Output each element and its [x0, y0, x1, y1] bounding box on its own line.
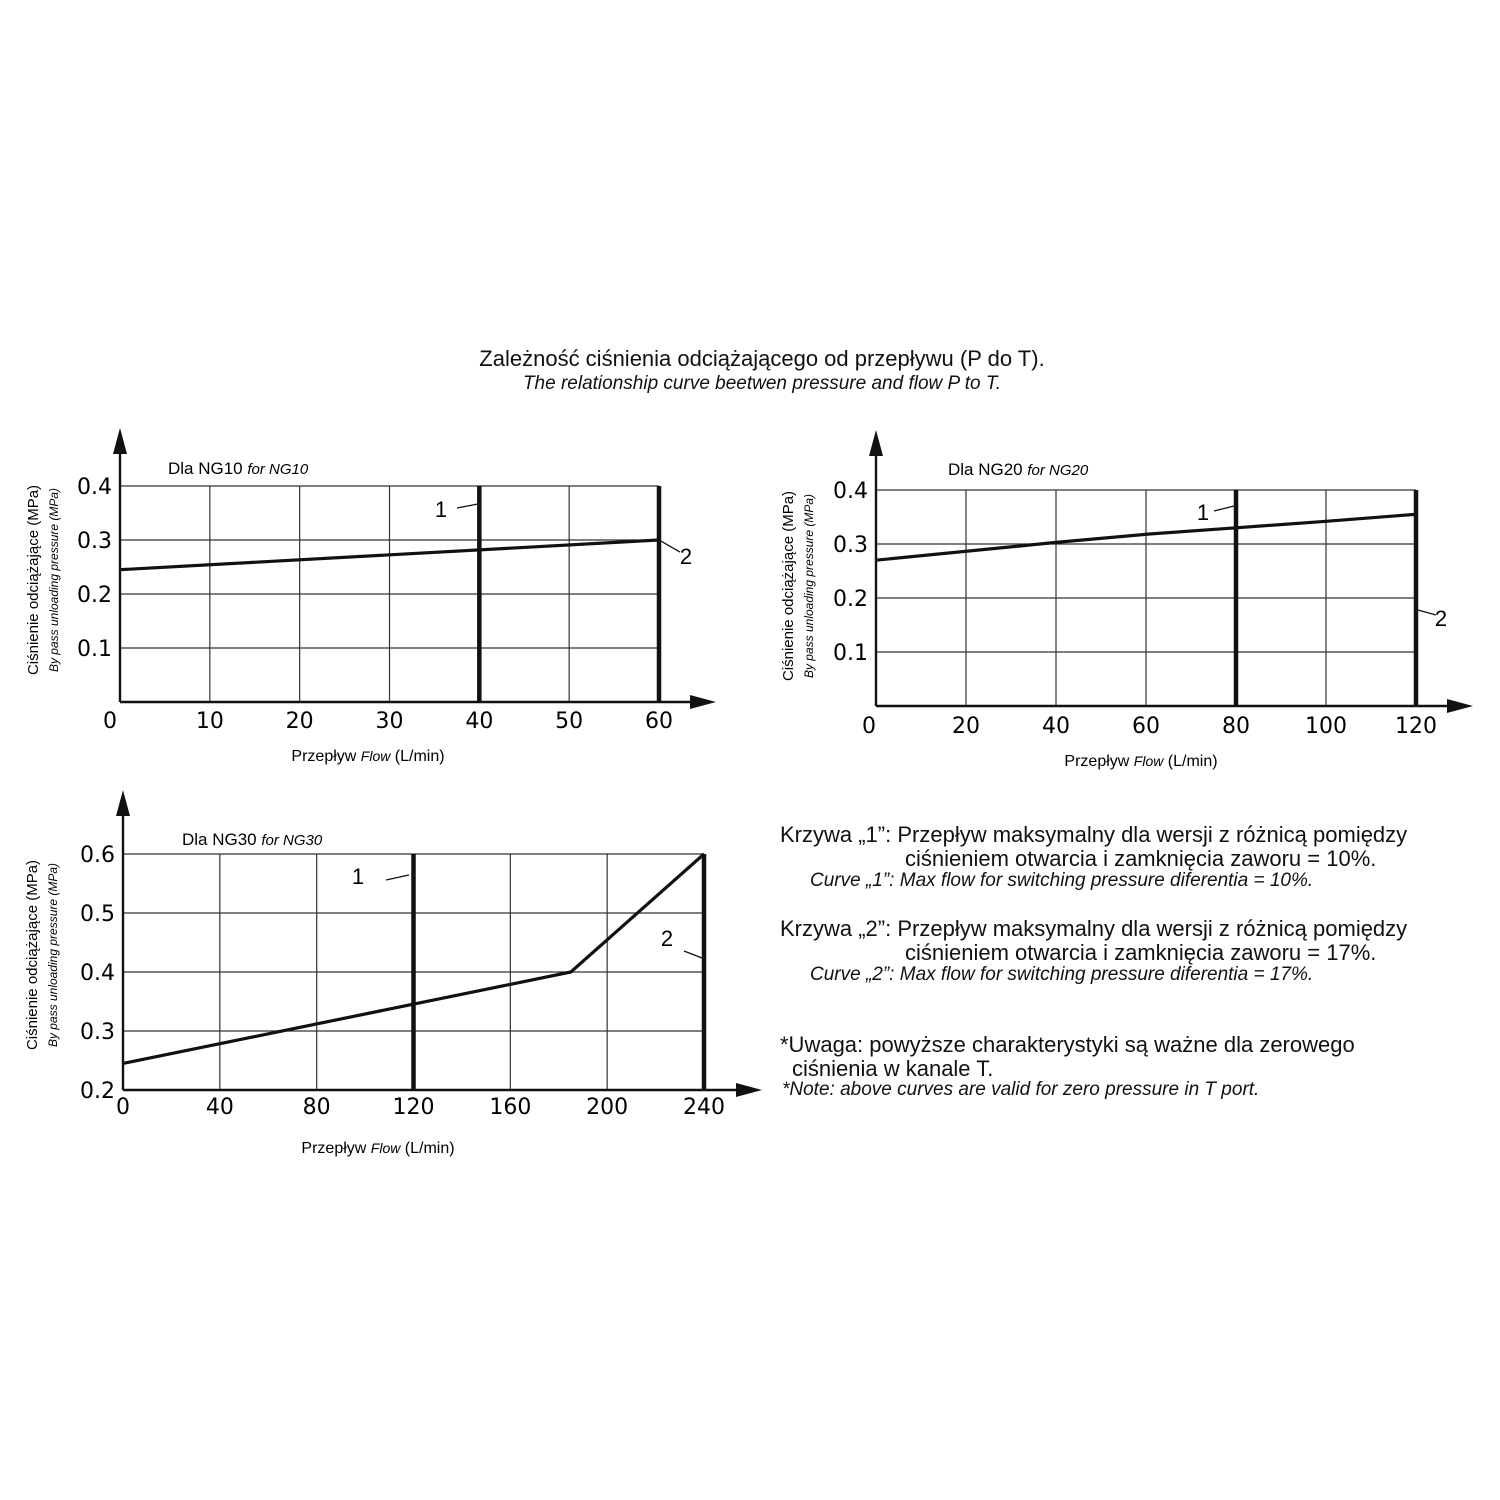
x-tick-label: 100 [1305, 714, 1347, 739]
y-axis-label-en: By pass unloading pressure (MPa) [46, 862, 60, 1048]
x-axis-label-pl: Przepływ [1064, 753, 1134, 770]
x-tick-label: 0 [103, 709, 117, 734]
x-tick-label: 20 [952, 714, 980, 739]
x-tick-label: 10 [195, 709, 224, 734]
y-tick-label: 0.4 [833, 479, 868, 504]
x-axis-label [301, 1140, 454, 1157]
x-tick-label: 40 [465, 709, 494, 734]
note-curve1-en: Curve „1”: Max flow for switching pressure diferentia = 10%. [810, 870, 1314, 891]
x-tick-label: 240 [683, 1095, 725, 1120]
limit-line-label: 1 [434, 497, 448, 522]
y-axis-label-en: By pass unloading pressure (MPa) [802, 493, 816, 679]
y-tick-label: 0.2 [80, 1079, 115, 1104]
x-tick-label: 0 [862, 714, 876, 739]
note-warning-pl-line2: ciśnienia w kanale T. [792, 1056, 994, 1081]
x-tick-label: 120 [1395, 714, 1437, 739]
y-tick-label: 0.2 [77, 583, 112, 608]
x-tick-label: 80 [302, 1095, 331, 1120]
x-axis-label-pl: Przepływ [301, 1140, 371, 1157]
limit-line-label: 2 [1434, 606, 1448, 631]
x-tick-label: 80 [1222, 714, 1250, 739]
y-tick-label: 0.1 [833, 641, 868, 666]
page-title: Zależność ciśnienia odciążającego od przepływu (P do T). [479, 346, 1045, 371]
note-warning-pl-line1: *Uwaga: powyższe charakterystyki są ważne dla zerowego [780, 1032, 1355, 1057]
x-tick-label: 120 [392, 1095, 435, 1120]
x-axis-label-unit: (L/min) [400, 1140, 455, 1157]
y-tick-label: 0.4 [77, 475, 112, 500]
y-tick-label: 0.3 [77, 529, 112, 554]
note-curve1-pl-line2: ciśnieniem otwarcia i zamknięcia zaworu = 10%. [905, 846, 1377, 871]
note-curve1-pl-line1: Krzywa „1”: Przepływ maksymalny dla wersji z różnicą pomiędzy [780, 822, 1408, 847]
y-axis-label-en: By pass unloading pressure (MPa) [47, 487, 61, 673]
x-axis-label-unit: (L/min) [390, 748, 445, 765]
x-tick-label: 20 [285, 709, 314, 734]
x-tick-label: 50 [555, 709, 584, 734]
y-tick-label: 0.3 [80, 1020, 115, 1045]
y-axis-label: Ciśnienie odciążające (MPa) [780, 490, 797, 682]
y-tick-label: 0.2 [833, 587, 868, 612]
x-tick-label: 200 [586, 1095, 629, 1120]
chart-title [182, 830, 323, 849]
y-tick-label: 0.1 [77, 637, 112, 662]
x-tick-label: 40 [1042, 714, 1070, 739]
y-axis-label: Ciśnienie odciążające (MPa) [25, 484, 42, 676]
page-subtitle: The relationship curve beetwen pressure and flow P to T. [522, 373, 1002, 394]
x-axis-arrow [736, 1083, 762, 1097]
x-tick-label: 60 [1132, 714, 1160, 739]
y-axis-arrow [116, 790, 130, 816]
x-tick-label: 60 [645, 709, 673, 734]
chart-title-pl: Dla NG20 [948, 460, 1028, 479]
x-tick-label: 160 [489, 1095, 532, 1120]
limit-line-label: 1 [1196, 500, 1210, 525]
note-warning-en: *Note: above curves are valid for zero pressure in T port. [782, 1079, 1260, 1100]
x-axis-label-en: Flow [360, 748, 391, 764]
x-tick-label: 30 [375, 709, 404, 734]
note-curve2-pl-line1: Krzywa „2”: Przepływ maksymalny dla wersji z różnicą pomiędzy [780, 916, 1408, 941]
y-tick-label: 0.5 [80, 902, 115, 927]
x-axis-label-pl: Przepływ [291, 748, 361, 765]
limit-line-label: 2 [679, 544, 693, 569]
note-curve2-en: Curve „2”: Max flow for switching pressure diferentia = 17%. [810, 964, 1314, 985]
x-tick-label: 40 [205, 1095, 234, 1120]
y-tick-label: 0.6 [80, 843, 115, 868]
y-tick-label: 0.3 [833, 533, 868, 558]
limit-line-leader [386, 875, 409, 880]
y-tick-label: 0.4 [80, 961, 115, 986]
chart-title-en: for NG10 [247, 461, 309, 478]
chart-title-pl: Dla NG10 [168, 459, 248, 478]
x-tick-label: 0 [116, 1095, 130, 1120]
chart-title-en: for NG20 [1027, 462, 1089, 479]
limit-line-label: 2 [660, 926, 674, 951]
chart-title-en: for NG30 [261, 832, 323, 849]
x-axis-label-en: Flow [370, 1140, 401, 1156]
note-curve2-pl-line2: ciśnieniem otwarcia i zamknięcia zaworu = 17%. [905, 940, 1377, 965]
x-axis-label-unit: (L/min) [1163, 753, 1218, 770]
limit-line-leader [684, 951, 702, 958]
y-axis-label: Ciśnienie odciążające (MPa) [24, 859, 41, 1051]
limit-line-label: 1 [351, 864, 365, 889]
chart-title-pl: Dla NG30 [182, 830, 262, 849]
x-axis-label-en: Flow [1133, 753, 1164, 769]
